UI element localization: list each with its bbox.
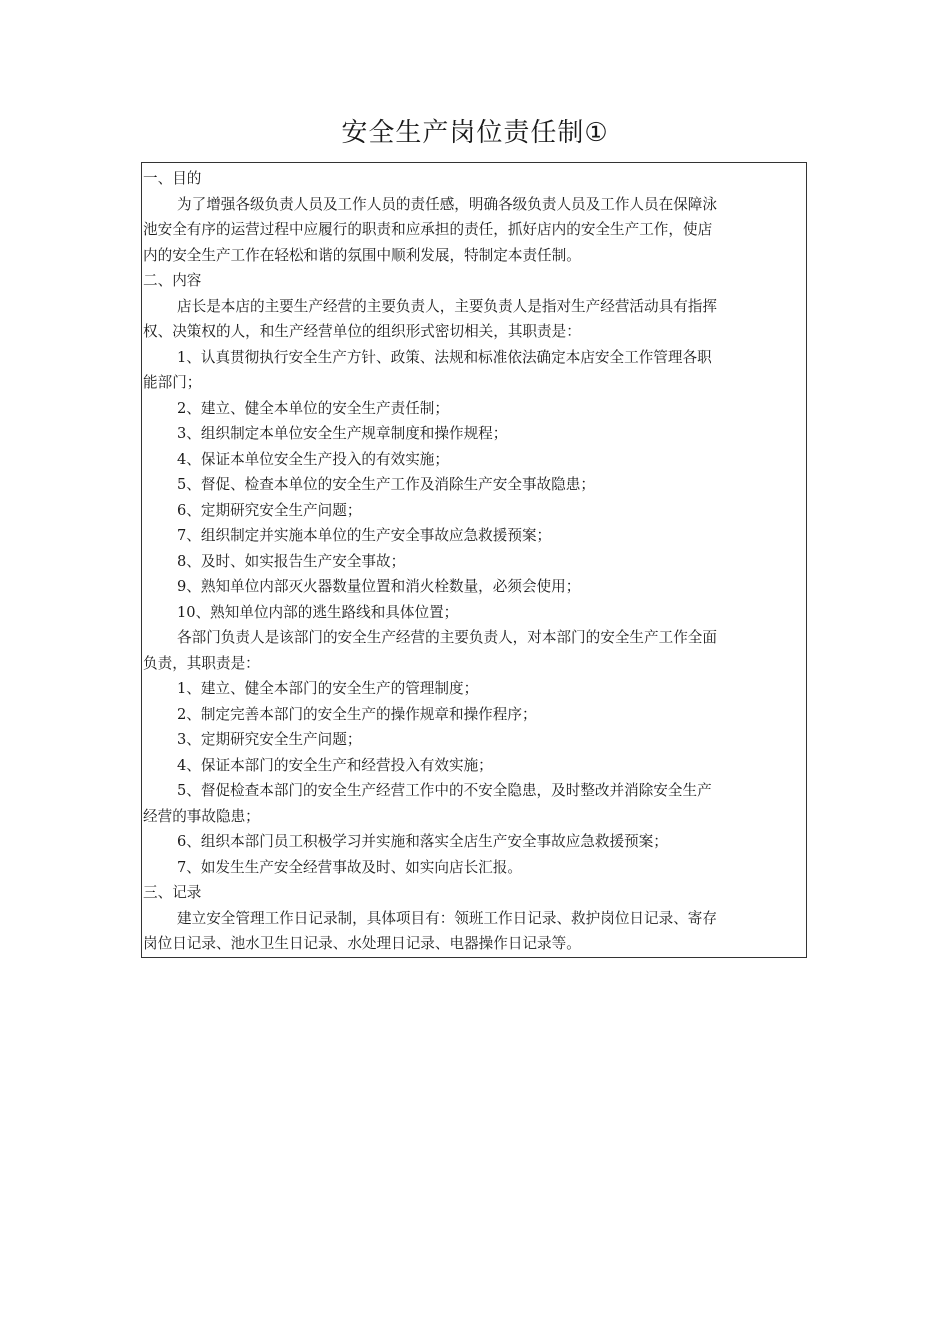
document-body-frame: [141, 162, 807, 958]
list-item: 3、定期研究安全生产问题；: [177, 731, 362, 748]
paragraph-line: 各部门负责人是该部门的安全生产经营的主要负责人，对本部门的安全生产工作全面: [177, 629, 717, 646]
paragraph-line: 内的安全生产工作在轻松和谐的氛围中顺利发展，特制定本责任制。: [143, 246, 581, 264]
paragraph-line: 建立安全管理工作日记录制，具体项目有：领班工作日记录、救护岗位日记录、寄存: [177, 909, 717, 927]
list-item: 8、及时、如实报告生产安全事故；: [177, 552, 406, 570]
list-item: 7、组织制定并实施本单位的生产安全事故应急救援预案；: [177, 527, 552, 544]
list-item: 4、保证本单位安全生产投入的有效实施；: [177, 450, 449, 468]
list-item: 6、组织本部门员工积极学习并实施和落实全店生产安全事故应急救援预案；: [177, 833, 668, 850]
list-item: 1、建立、健全本部门的安全生产的管理制度；: [177, 680, 479, 697]
list-item: 5、督促检查本部门的安全生产经营工作中的不安全隐患，及时整改并消除安全生产: [177, 782, 712, 799]
list-item: 2、建立、健全本单位的安全生产责任制；: [177, 399, 449, 417]
list-item: 4、保证本部门的安全生产和经营投入有效实施；: [177, 756, 493, 774]
section-heading-purpose: 一、目的: [143, 170, 202, 187]
list-item: 10、熟知单位内部的逃生路线和具体位置；: [177, 603, 459, 621]
list-item: 6、定期研究安全生产问题；: [177, 501, 362, 519]
list-item: 1、认真贯彻执行安全生产方针、政策、法规和标准依法确定本店安全工作管理各职: [177, 348, 712, 366]
list-item: 9、熟知单位内部灭火器数量位置和消火栓数量，必须会使用；: [177, 578, 581, 595]
list-item-continuation: 能部门；: [143, 374, 202, 391]
paragraph-line: 权、决策权的人，和生产经营单位的组织形式密切相关，其职责是：: [143, 323, 581, 340]
list-item: 3、组织制定本单位安全生产规章制度和操作规程；: [177, 425, 508, 442]
paragraph-line: 池安全有序的运营过程中应履行的职责和应承担的责任，抓好店内的安全生产工作，使店: [143, 221, 713, 238]
paragraph-line: 店长是本店的主要生产经营的主要负责人，主要负责人是指对生产经营活动具有指挥: [177, 297, 717, 315]
list-item: 7、如发生生产安全经营事故及时、如实向店长汇报。: [177, 858, 522, 876]
list-item: 2、制定完善本部门的安全生产的操作规章和操作程序；: [177, 705, 537, 723]
section-heading-records: 三、记录: [143, 884, 202, 901]
paragraph-line: 负责，其职责是：: [143, 654, 260, 672]
paragraph-line: 为了增强各级负责人员及工作人员的责任感，明确各级负责人员及工作人员在保障泳: [177, 195, 717, 213]
section-heading-content: 二、内容: [143, 272, 202, 289]
document-title: 安全生产岗位责任制①: [341, 118, 609, 148]
list-item: 5、督促、检查本单位的安全生产工作及消除生产安全事故隐患；: [177, 476, 595, 493]
paragraph-line: 岗位日记录、池水卫生日记录、水处理日记录、电器操作日记录等。: [143, 935, 581, 952]
list-item-continuation: 经营的事故隐患；: [143, 807, 260, 825]
